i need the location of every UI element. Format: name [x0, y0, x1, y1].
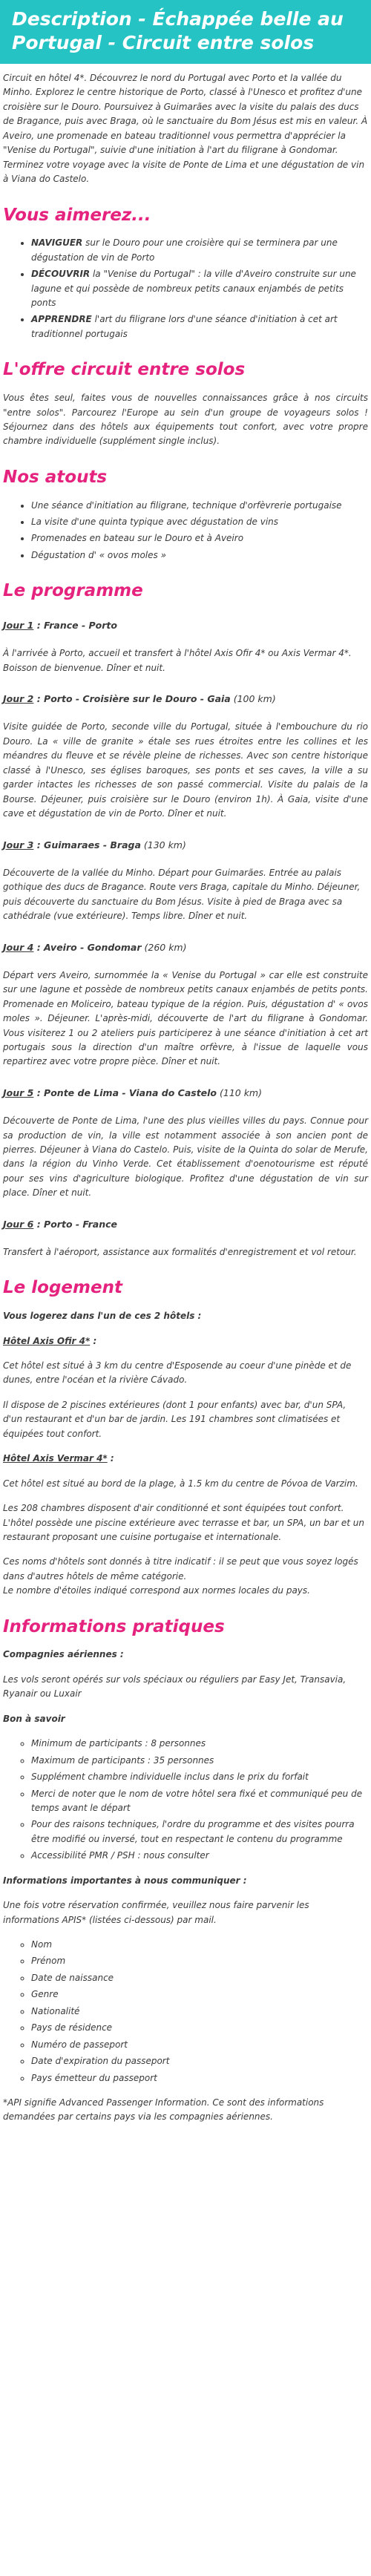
hotel-name — [3, 1452, 368, 1466]
list-item-keyword: NAVIGUER — [31, 237, 83, 249]
day-heading — [3, 1086, 368, 1101]
day-title: : Aveiro - Gondomar — [33, 941, 142, 953]
day-number: Jour 1 — [3, 620, 34, 632]
day-distance: (110 km) — [217, 1087, 262, 1098]
hotel-description: Cet hôtel est situé à 3 km du centre d'Esposende au coeur d'une pinède et de dunes, entre l'océan et la rivière Cávado. — [3, 1360, 352, 1386]
hotel-name-text: Hôtel Axis Vermar 4* — [3, 1453, 108, 1464]
page-title: Description - Échappée belle au Portugal - Circuit entre solos — [0, 0, 371, 64]
offre-heading: L'offre circuit entre solos — [3, 360, 246, 380]
logement-heading: Le logement — [3, 1278, 122, 1298]
list-item: ◦ Merci de noter que le nom de votre hôtel sera fixé et communiqué peu de temps avant le départ — [31, 1787, 368, 1816]
logement-subheading: Vous logerez dans l'un de ces 2 hôtels : — [3, 1311, 202, 1322]
bon-a-savoir-list — [3, 1737, 368, 1864]
logement-note-line: Ces noms d'hôtels sont donnés à titre indicatif : il se peut que vous soyez logés dans d'autres hôtels de même catégorie. — [3, 1556, 358, 1582]
day-description: Visite guidée de Porto, seconde ville du Portugal, située à l'embouchure du rio Douro. La « ville de granite » étale ses rues étroites entre les collines et les méandres du fleuve et se révèle pleine de richesses. Avec son centre historique classé à l'Unesco, ses églises baroques, ses ponts et ses caves, la ville a su garder intactes les richesses de son passé commercial. Visite du palais de la Bourse. Déjeuner, puis croisière sur le Douro (environ 1h). À Gaia, visite d'une cave et dégustation de vin de Porto. Dîner et nuit. — [3, 721, 368, 819]
day-heading — [3, 1217, 368, 1232]
day-description: Départ vers Aveiro, surnommée la « Venise du Portugal » car elle est construite sur une lagune et possède de nombreux petits canaux enjambés de petits ponts. Promenade en Moliceiro, bateau typique de la région. Puis, dégustation d' « ovos moles ». Déjeuner. L'après-midi, découverte de l'art du filigrane à Gondomar. Vous visiterez 1 ou 2 ateliers puis participerez à une séance d'initiation à cet art portugais sous la direction d'un maître orfèvre, à l'issue de laquelle vous repartirez avec votre propre pièce. Dîner et nuit. — [3, 969, 368, 1067]
infos-importantes-text: Une fois votre réservation confirmée, veuillez nous faire parvenir les informations APIS* (listées ci-dessous) par mail. — [3, 1900, 309, 1925]
day-title: : Porto - France — [33, 1218, 117, 1230]
bon-a-savoir-label: Bon à savoir — [3, 1713, 65, 1724]
atouts-heading: Nos atouts — [3, 467, 108, 487]
atouts-list — [3, 499, 368, 563]
list-item: ◦ Maximum de participants : 35 personnes — [31, 1754, 368, 1768]
day-title: : Guimaraes - Braga — [33, 839, 141, 851]
day-distance: (260 km) — [141, 941, 187, 953]
list-item — [31, 236, 368, 265]
list-item-text: la "Venise du Portugal" : la ville d'Aveiro construite sur une lagune et qui possède de nombreux petits canaux enjambés de petits ponts — [31, 269, 356, 308]
programme-days — [3, 618, 368, 1259]
logement-note-line-2: Le nombre d'étoiles indiqué correspond aux normes locales du pays. — [3, 1585, 310, 1596]
day-number: Jour 6 — [3, 1218, 34, 1230]
hotel-name — [3, 1334, 368, 1348]
day-heading — [3, 692, 368, 707]
offre-text: Vous êtes seul, faites vous de nouvelles connaissances grâce à nos circuits "entre solos". Parcourez l'Europe au sein d'un groupe de voyageurs solos ! Séjournez dans des hôtels aux équipements tout confort, avec votre propre chambre individuelle (supplément single inclus). — [3, 393, 368, 447]
infos-heading: Informations pratiques — [3, 1616, 225, 1636]
day-distance: (130 km) — [140, 839, 186, 851]
day-number: Jour 4 — [3, 941, 34, 953]
list-item: ◦ Date de naissance — [31, 1971, 368, 1985]
vous-aimerez-list — [3, 236, 368, 341]
vous-aimerez-heading: Vous aimerez... — [3, 205, 151, 225]
logement-note — [3, 1555, 368, 1598]
list-item: ◦ Supplément chambre individuelle inclus dans le prix du forfait — [31, 1770, 368, 1784]
infos-importantes-label: Informations importantes à nous communiquer : — [3, 1875, 247, 1886]
day-number: Jour 5 — [3, 1087, 34, 1098]
list-item: ◦ Minimum de participants : 8 personnes — [31, 1737, 368, 1751]
day-description: Découverte de Ponte de Lima, l'une des plus vieilles villes du pays. Connue pour sa production de vin, la ville est notamment associée à son ancien pont de pierres. Déjeuner à Viana do Castelo. Puis, visite de la Quinta do solar de Merufe, dans la région du Vinho Verde. Cet établissement d'oenotourisme est réputé pour ses vins d'agriculture biologique. Profitez d'une dégustation de vin sur place. Dîner et nuit. — [3, 1115, 368, 1199]
day-title: : Ponte de Lima - Viana do Castelo — [33, 1087, 217, 1098]
list-item: • Promenades en bateau sur le Douro et à Aveiro — [31, 531, 368, 545]
day-heading — [3, 940, 368, 955]
day-description: À l'arrivée à Porto, accueil et transfert à l'hôtel Axis Ofir 4* ou Axis Vermar 4*. Boisson de bienvenue. Dîner et nuit. — [3, 648, 352, 673]
day-title: : France - Porto — [33, 620, 117, 632]
hotel-name-text: Hôtel Axis Ofir 4* — [3, 1335, 91, 1346]
list-item: ◦ Nom — [31, 1938, 368, 1952]
list-item — [31, 312, 368, 341]
day-description: Découverte de la vallée du Minho. Départ pour Guimarães. Entrée au palais gothique des ducs de Bragance. Route vers Braga, capitale du Minho. Déjeuner, puis découverte du sanctuaire du Bom Jésus. Visite à pied de Braga avec sa cathédrale (vue extérieure). Temps libre. Dîner et nuit. — [3, 867, 361, 922]
day-number: Jour 3 — [3, 839, 34, 851]
list-item: ◦ Date d'expiration du passeport — [31, 2054, 368, 2068]
list-item: ◦ Pays de résidence — [31, 2021, 368, 2035]
day-heading — [3, 618, 368, 633]
day-title: : Porto - Croisière sur le Douro - Gaia — [33, 693, 231, 705]
day-distance: (100 km) — [230, 693, 276, 705]
list-item-keyword: APPRENDRE — [31, 314, 92, 325]
day-number: Jour 2 — [3, 693, 34, 705]
day-heading — [3, 838, 368, 853]
list-item: ◦ Nationalité — [31, 2005, 368, 2019]
list-item-text: sur le Douro pour une croisière qui se terminera par une dégustation de vin de Porto — [31, 237, 338, 263]
intro-text: Circuit en hôtel 4*. Découvrez le nord du Portugal avec Porto et la vallée du Minho. Explorez le centre historique de Porto, classé à l'Unesco et profitez d'une croisière sur le Douro. Poursuivez à Guimarães avec la visite du palais des ducs de Bragance, puis avec Braga, où le sanctuaire du Bom Jésus est mis en valeur. À Aveiro, une promenade en bateau traditionnel vous permettra d'apprécier la "Venise du Portugal", suivie d'une initiation à l'art du filigrane à Gondomar. Terminez votre voyage avec la visite de Ponte de Lima et une dégustation de vin à Viana do Castelo. — [3, 73, 368, 185]
hotel-description: Il dispose de 2 piscines extérieures (dont 1 pour enfants) avec bar, d'un SPA, d'un restaurant et d'un bar de jardin. Les 191 chambres sont climatisées et équipées tout confort. — [3, 1399, 347, 1439]
hotel-name-suffix: : — [90, 1335, 97, 1346]
compagnies-text: Les vols seront opérés sur vols spéciaux ou réguliers par Easy Jet, Transavia, Ryanair ou Luxair — [3, 1674, 347, 1700]
programme-heading: Le programme — [3, 581, 143, 601]
list-item-keyword: DÉCOUVRIR — [31, 269, 91, 280]
list-item — [31, 267, 368, 310]
hotel-description: Les 208 chambres disposent d'air conditionné et sont équipées tout confort. L'hôtel possède une piscine extérieure avec terrasse et bar, un SPA, un bar et un restaurant proposant une cuisine portugaise et internationale. — [3, 1503, 364, 1542]
list-item: ◦ Genre — [31, 1987, 368, 2002]
compagnies-label: Compagnies aériennes : — [3, 1649, 124, 1660]
list-item: ◦ Prénom — [31, 1954, 368, 1968]
apis-list — [3, 1938, 368, 2085]
list-item: • Une séance d'initiation au filigrane, technique d'orfèvrerie portugaise — [31, 499, 368, 513]
hotel-name-suffix: : — [107, 1453, 114, 1464]
list-item: ◦ Numéro de passeport — [31, 2038, 368, 2052]
list-item: ◦ Pays émetteur du passeport — [31, 2071, 368, 2085]
apis-note: *API signifie Advanced Passenger Information. Ce sont des informations demandées par certains pays via les compagnies aériennes. — [3, 2097, 324, 2123]
hotel-list — [3, 1334, 368, 1545]
list-item-text: l'art du filigrane lors d'une séance d'initiation à cet art traditionnel portugais — [31, 314, 338, 339]
list-item: ◦ Accessibilité PMR / PSH : nous consulter — [31, 1849, 368, 1863]
content — [0, 71, 371, 2125]
day-description: Transfert à l'aéroport, assistance aux formalités d'enregistrement et vol retour. — [3, 1246, 357, 1257]
list-item: • La visite d'une quinta typique avec dégustation de vins — [31, 515, 368, 529]
hotel-description: Cet hôtel est situé au bord de la plage, à 1.5 km du centre de Póvoa de Varzim. — [3, 1478, 358, 1489]
list-item: • Dégustation d' « ovos moles » — [31, 548, 368, 563]
list-item: ◦ Pour des raisons techniques, l'ordre du programme et des visites pourra être modifié ou inversé, tout en respectant le contenu du programme — [31, 1818, 368, 1846]
